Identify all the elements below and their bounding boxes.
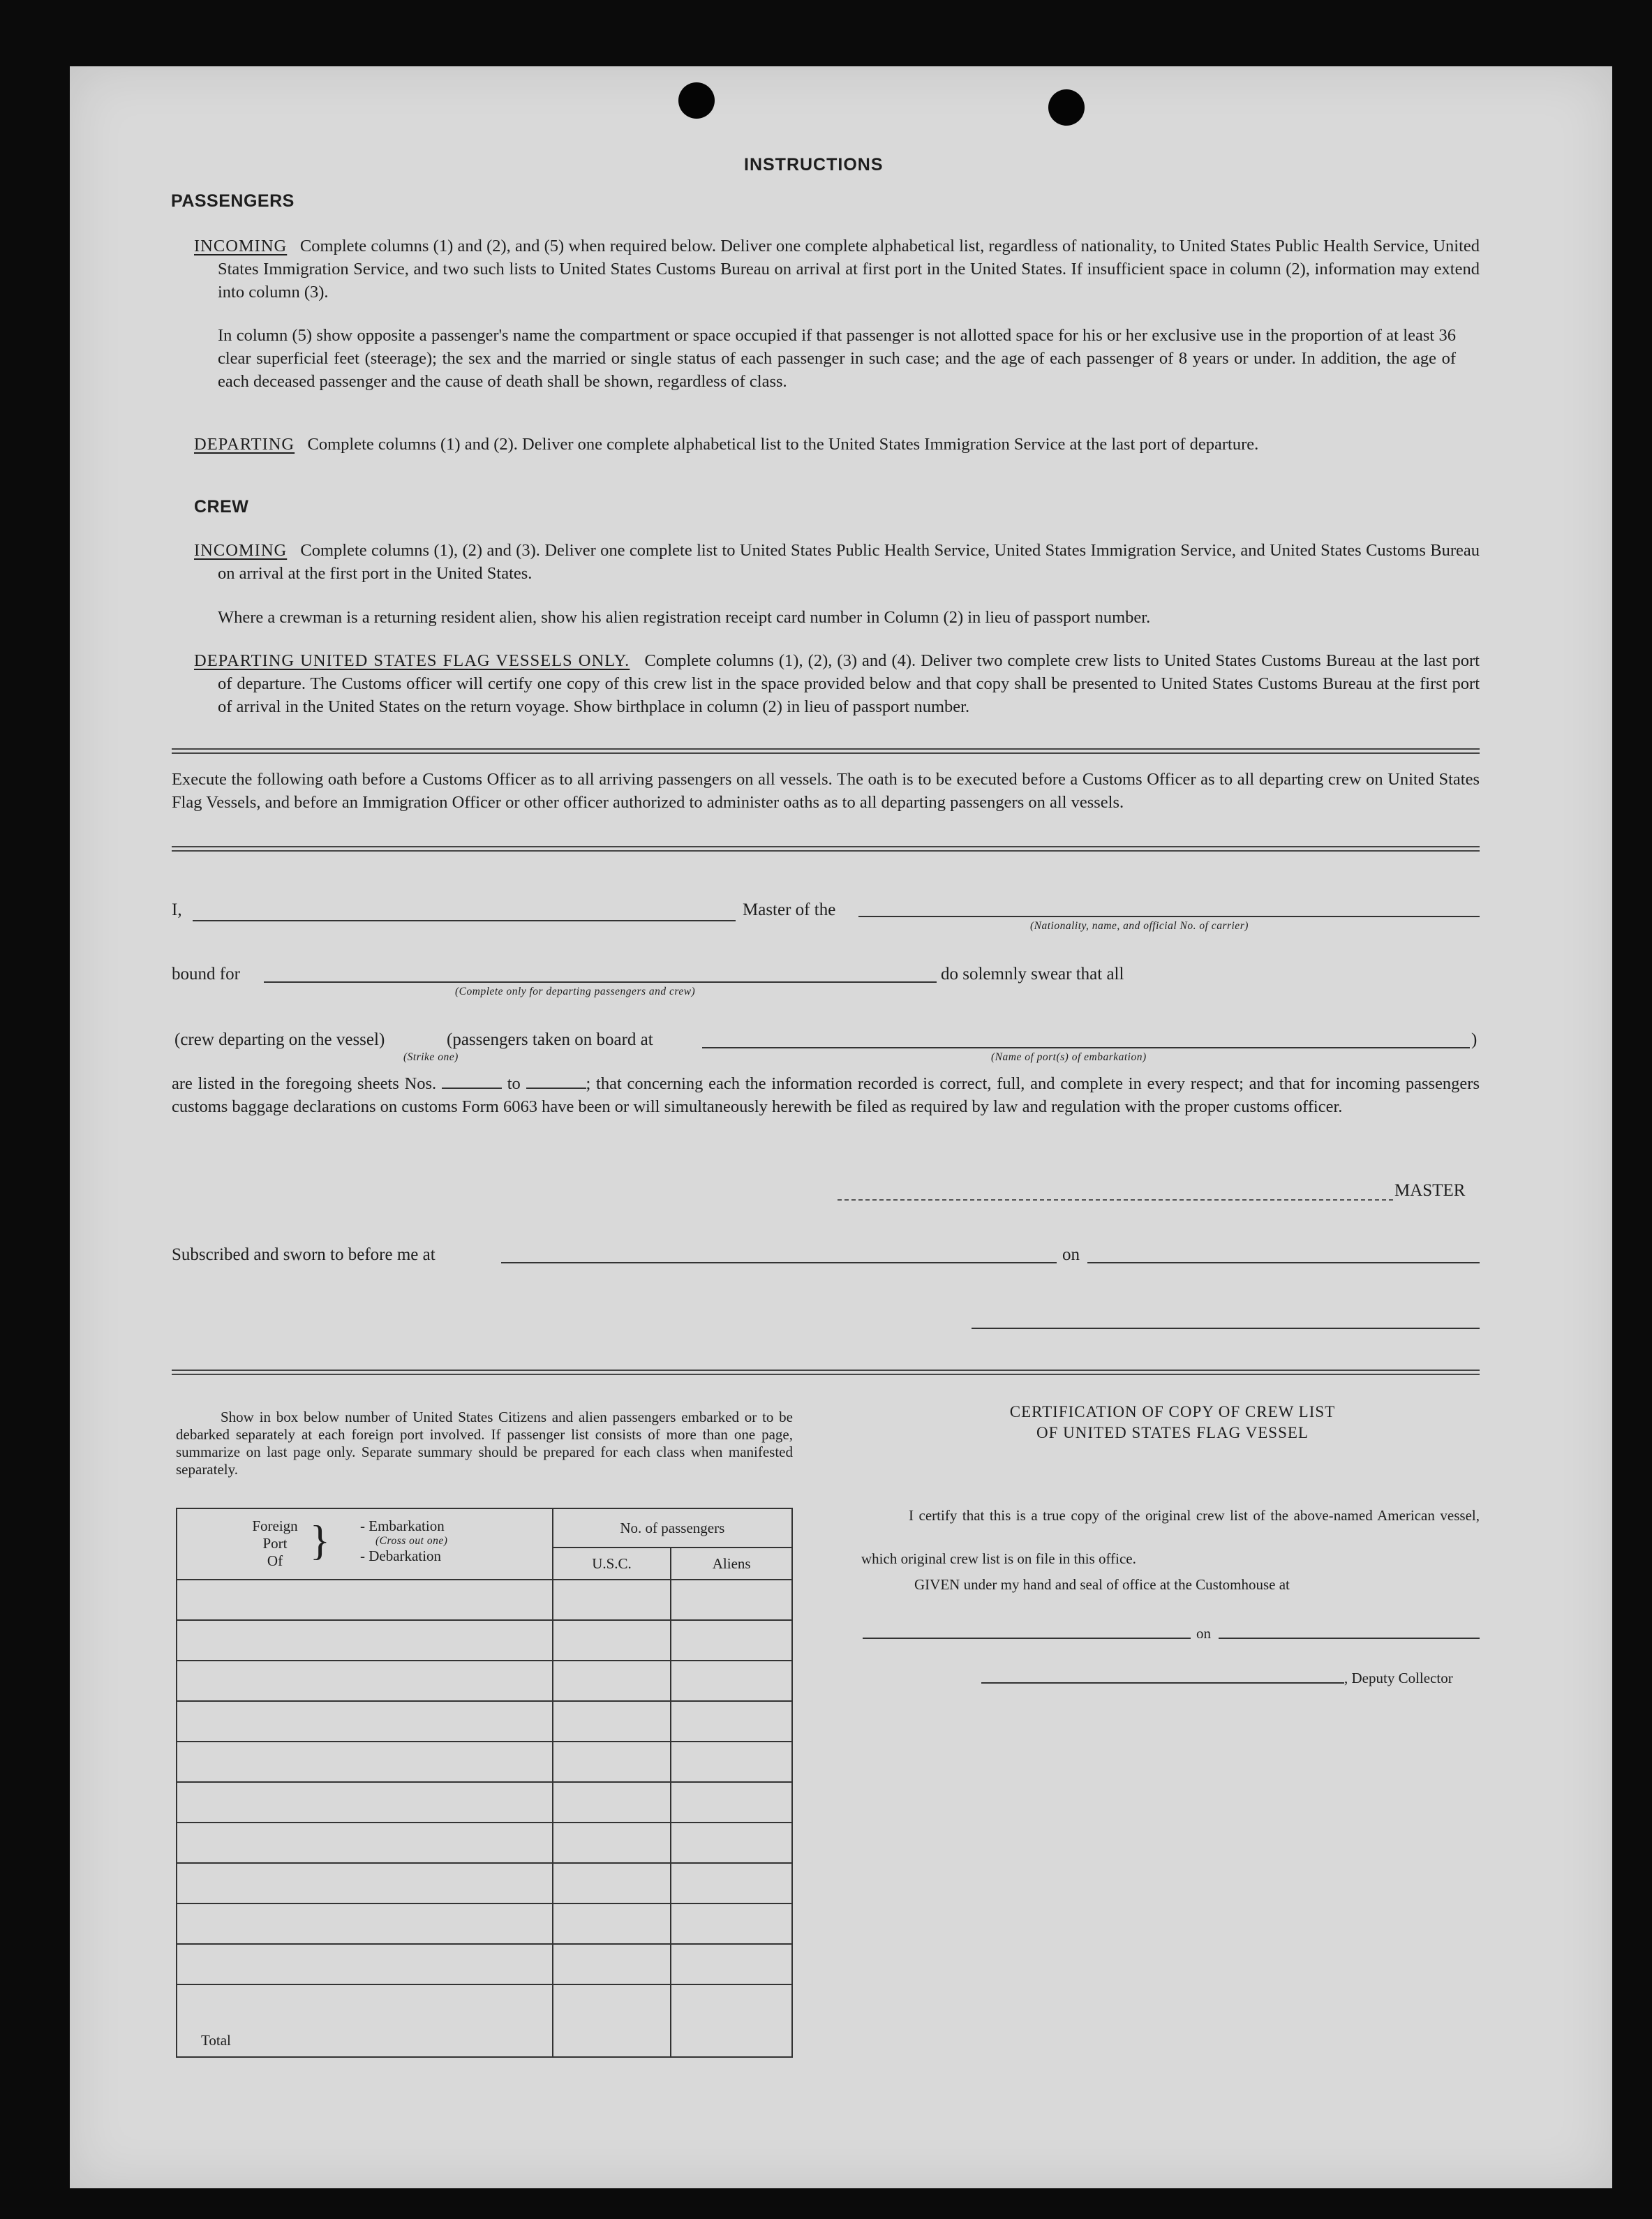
aliens-total-cell[interactable] <box>671 1984 792 2057</box>
column5-paragraph: In column (5) show opposite a passenger's name the compartment or space occupied if that passenger is not allotted space for his or her exclusive use in the proportion of at least 36 clear superficial feet (steerage); the sex and the married or single status of each passenger in such case; and the age of each passenger of 8 years or under. In addition, the age of each deceased passenger and the cause of death shall be shown, regardless of class. <box>218 326 1456 391</box>
sheet-from-field[interactable] <box>442 1088 502 1089</box>
usc-cell[interactable] <box>553 1863 671 1903</box>
crew-departing-paragraph <box>194 649 1480 718</box>
oath-i-label: I, <box>172 900 182 919</box>
aliens-cell[interactable] <box>671 1661 792 1701</box>
passenger-summary-table <box>176 1508 793 2058</box>
table-row <box>177 1903 792 1944</box>
crew-departing-text: Complete columns (1), (2), (3) and (4). Deliver two complete crew lists to United States Customs Bureau at the last port of departure. The Customs officer will certify one copy of this crew list in the space provided below and that copy shall be presented to United States Customs Bureau at the first port of arrival in the United States on the return voyage. Show birthplace in column (2) in lieu of passport number. <box>218 651 1480 716</box>
certification-title-line1: CERTIFICATION OF COPY OF CREW LIST <box>1009 1403 1336 1420</box>
aliens-cell[interactable] <box>671 1823 792 1863</box>
usc-cell[interactable] <box>553 1944 671 1984</box>
bound-for-note: (Complete only for departing passengers and crew) <box>455 986 696 997</box>
foreign-label: Foreign <box>252 1517 298 1534</box>
table-row <box>177 1823 792 1863</box>
sworn-date-field[interactable] <box>1087 1262 1480 1263</box>
divider <box>172 846 1480 852</box>
certification-title-line2: OF UNITED STATES FLAG VESSEL <box>1036 1424 1309 1441</box>
deputy-collector-label: , Deputy Collector <box>1344 1670 1453 1686</box>
usc-header: U.S.C. <box>553 1548 671 1580</box>
crew-incoming-paragraph <box>194 539 1480 585</box>
master-label: MASTER <box>1394 1181 1466 1200</box>
certification-title <box>900 1402 1445 1444</box>
sheet-to-field[interactable] <box>526 1088 586 1089</box>
swear-label: do solemnly swear that all <box>941 965 1124 984</box>
port-label: Port <box>262 1535 288 1552</box>
crew-incoming-label: INCOMING <box>194 541 288 560</box>
section-heading-passengers: PASSENGERS <box>171 191 295 211</box>
usc-cell[interactable] <box>553 1701 671 1742</box>
section-heading-crew: CREW <box>194 497 249 517</box>
aliens-cell[interactable] <box>671 1742 792 1782</box>
divider <box>172 1370 1480 1375</box>
oath-statement <box>172 1072 1480 1118</box>
table-row <box>177 1701 792 1742</box>
usc-total-cell[interactable] <box>553 1984 671 2057</box>
divider <box>172 748 1480 754</box>
port-cell[interactable] <box>177 1863 553 1903</box>
passengers-departing-label: DEPARTING <box>194 435 295 454</box>
to-label: to <box>507 1074 521 1093</box>
port-header-cell: Foreign Port Of } - Embarkation (Cross out one) - Debarkation <box>177 1508 553 1580</box>
master-of-label: Master of the <box>743 900 836 919</box>
aliens-cell[interactable] <box>671 1620 792 1661</box>
oath-intro: Execute the following oath before a Customs Officer as to all arriving passengers on all vessels. The oath is to be executed before a Customs Officer as to all departing crew on United States Flag Vessels, and before an Immigration Officer or other officer authorized to administer oaths as to all departing passengers on all vessels. <box>172 770 1480 812</box>
total-label: Total <box>177 1984 553 2057</box>
given-text: GIVEN under my hand and seal of office at the Customhouse at <box>914 1576 1290 1593</box>
crew-incoming-text: Complete columns (1), (2) and (3). Deliver one complete list to United States Public Health Service, United States Immigration Service, and United States Customs Bureau on arrival at the first port in the United States. <box>218 541 1480 583</box>
passengers-incoming-label: INCOMING <box>194 237 288 255</box>
punch-hole-left <box>678 82 715 119</box>
carrier-field[interactable] <box>858 916 1480 917</box>
embarkation-ports-field[interactable] <box>702 1047 1470 1048</box>
aliens-cell[interactable] <box>671 1863 792 1903</box>
port-cell[interactable] <box>177 1701 553 1742</box>
usc-cell[interactable] <box>553 1903 671 1944</box>
usc-cell[interactable] <box>553 1782 671 1823</box>
crew-departing-label: DEPARTING UNITED STATES FLAG VESSELS ONLY. <box>194 651 630 670</box>
no-of-passengers-header: No. of passengers <box>553 1508 792 1548</box>
usc-cell[interactable] <box>553 1742 671 1782</box>
bound-for-field[interactable] <box>264 981 937 983</box>
aliens-cell[interactable] <box>671 1903 792 1944</box>
table-row <box>177 1944 792 1984</box>
port-cell[interactable] <box>177 1742 553 1782</box>
master-signature-field[interactable] <box>838 1199 1393 1201</box>
port-cell[interactable] <box>177 1661 553 1701</box>
customhouse-field[interactable] <box>863 1638 1191 1639</box>
port-cell[interactable] <box>177 1903 553 1944</box>
statement-rest: ; that concerning each the information recorded is correct, full, and complete in every respect; and that for incoming passengers customs baggage declarations on customs Form 6063 have been or will simultaneously herewith be filed as required by law and regulation with the proper customs officer. <box>172 1074 1480 1116</box>
aliens-header: Aliens <box>671 1548 792 1580</box>
resident-alien-paragraph: Where a crewman is a returning resident alien, show his alien registration receipt card number in Column (2) in lieu of passport number. <box>218 608 1151 627</box>
aliens-cell[interactable] <box>671 1580 792 1620</box>
port-cell[interactable] <box>177 1944 553 1984</box>
sheets-label: are listed in the foregoing sheets Nos. <box>172 1074 437 1093</box>
of-label: Of <box>267 1552 283 1569</box>
master-name-field[interactable] <box>193 920 736 921</box>
aliens-cell[interactable] <box>671 1782 792 1823</box>
sworn-location-field[interactable] <box>501 1262 1057 1263</box>
summary-instructions: Show in box below number of United States Citizens and alien passengers embarked or to be debarked separately at each foreign port involved. If passenger list consists of more than one page, summarize on last page only. Separate summary should be prepared for each class when manifested separately. <box>176 1409 793 1478</box>
table-row <box>177 1782 792 1823</box>
port-cell[interactable] <box>177 1620 553 1661</box>
deputy-signature-field[interactable] <box>981 1682 1344 1684</box>
bound-for-label: bound for <box>172 965 240 984</box>
table-row <box>177 1620 792 1661</box>
page-title: INSTRUCTIONS <box>744 155 884 175</box>
strike-note: (Strike one) <box>403 1051 459 1063</box>
sworn-on-label: on <box>1062 1245 1080 1264</box>
crew-departing-option[interactable]: (crew departing on the vessel) <box>174 1030 385 1049</box>
certification-date-field[interactable] <box>1219 1638 1480 1639</box>
debarkation-option[interactable]: - Debarkation <box>360 1548 442 1564</box>
passengers-departing-paragraph <box>194 433 1480 456</box>
cross-out-note: (Cross out one) <box>375 1535 448 1547</box>
port-cell[interactable] <box>177 1823 553 1863</box>
punch-hole-right <box>1048 89 1085 126</box>
certify-text: I certify that this is a true copy of the original crew list of the above-named American vessel, which original crew list is on file in this office. <box>861 1507 1480 1567</box>
port-cell[interactable] <box>177 1580 553 1620</box>
table-row <box>177 1742 792 1782</box>
port-cell[interactable] <box>177 1782 553 1823</box>
aliens-cell[interactable] <box>671 1701 792 1742</box>
usc-cell[interactable] <box>553 1580 671 1620</box>
subscribed-label: Subscribed and sworn to before me at <box>172 1245 436 1264</box>
passengers-incoming-paragraph <box>194 235 1480 304</box>
usc-cell[interactable] <box>553 1620 671 1661</box>
certification-on-label: on <box>1196 1625 1211 1642</box>
embarkation-option[interactable]: - Embarkation <box>360 1517 445 1534</box>
table-row <box>177 1580 792 1620</box>
table-row <box>177 1661 792 1701</box>
close-paren: ) <box>1471 1030 1478 1049</box>
ports-note: (Name of port(s) of embarkation) <box>991 1051 1147 1063</box>
carrier-note: (Nationality, name, and official No. of carrier) <box>1030 920 1249 932</box>
table-row <box>177 1863 792 1903</box>
official-signature-field[interactable] <box>972 1328 1480 1329</box>
passengers-departing-text: Complete columns (1) and (2). Deliver one complete alphabetical list to the United States Immigration Service at the last port of departure. <box>307 435 1259 454</box>
aliens-cell[interactable] <box>671 1944 792 1984</box>
passengers-taken-option[interactable]: (passengers taken on board at <box>447 1030 653 1049</box>
usc-cell[interactable] <box>553 1661 671 1701</box>
passengers-incoming-text: Complete columns (1) and (2), and (5) when required below. Deliver one complete alphabetical list, regardless of nationality, to United States Public Health Service, United States Immigration Service, and two such lists to United States Customs Bureau on arrival at first port in the United States. If insufficient space in column (2), information may extend into column (3). <box>218 237 1480 302</box>
usc-cell[interactable] <box>553 1823 671 1863</box>
total-row <box>177 1984 792 2057</box>
